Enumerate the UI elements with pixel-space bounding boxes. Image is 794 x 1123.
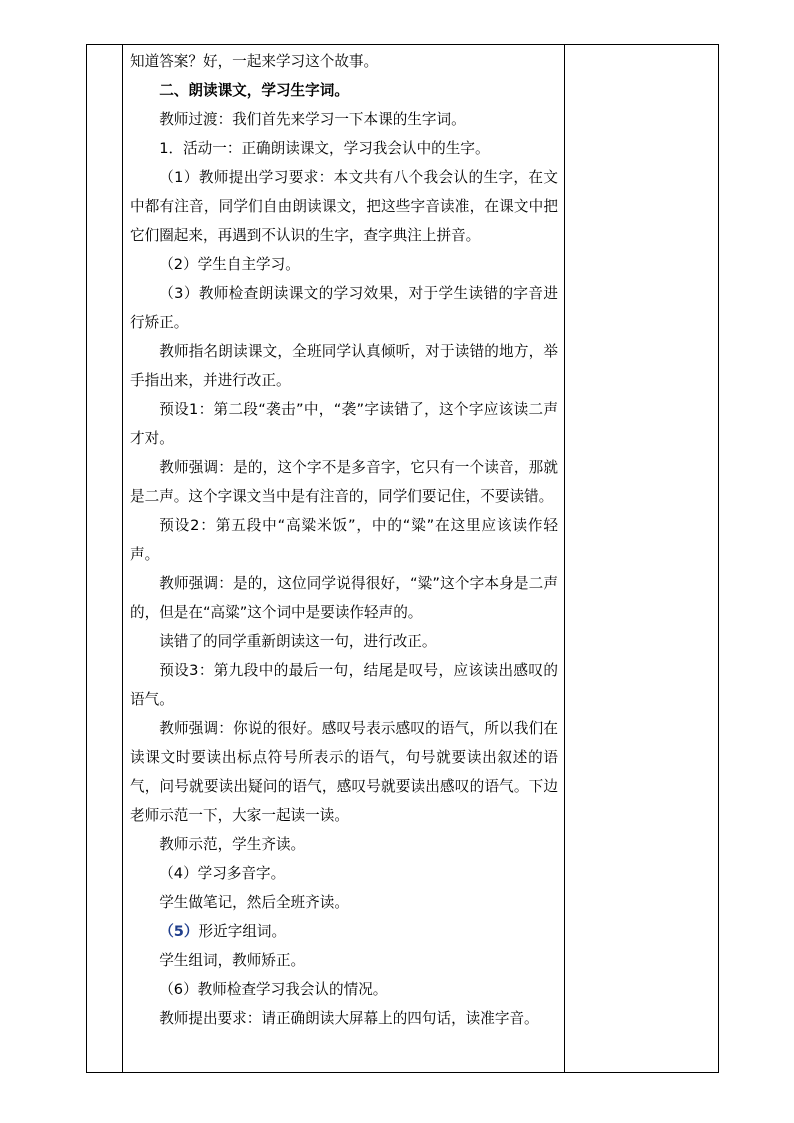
paragraph: 教师指名朗读课文，全班同学认真倾听，对于读错的地方，举手指出来，并进行改正。 xyxy=(130,343,558,389)
paragraph: 教师提出要求：请正确朗读大屏幕上的四句话，读准字音。 xyxy=(159,1010,539,1027)
left-margin-cell xyxy=(87,45,123,1073)
paragraph: 预设2：第五段中“高粱米饭”，中的“粱”在这里应该读作轻声。 xyxy=(130,517,558,563)
paragraph: （6）教师检查学习我会认的情况。 xyxy=(159,981,388,998)
content-cell xyxy=(123,45,565,1073)
section-heading: 二、朗读课文，学习生字词。 xyxy=(159,82,349,99)
table-row xyxy=(87,45,719,1073)
lesson-content xyxy=(123,45,564,1033)
item-5-number: （5） xyxy=(159,923,199,940)
paragraph: （2）学生自主学习。 xyxy=(159,256,300,273)
paragraph: （1）教师提出学习要求：本文共有八个我会认的生字，在文中都有注音，同学们自由朗读课文，把这些字音读准，在课文中把它们圈起来，再遇到不认识的生字，查字典注上拼音。 xyxy=(130,169,558,244)
paragraph: 知道答案？好，一起来学习这个故事。 xyxy=(130,53,379,70)
item-5-text: 形近字组词。 xyxy=(198,923,287,940)
paragraph: 教师过渡：我们首先来学习一下本课的生字词。 xyxy=(159,111,466,128)
notes-cell xyxy=(565,45,719,1073)
paragraph: 教师强调：是的，这位同学说得很好，“粱”这个字本身是二声的，但是在“高粱”这个词中是要读作轻声的。 xyxy=(130,575,558,621)
paragraph: 教师强调：是的，这个字不是多音字，它只有一个读音，那就是二声。这个字课文当中是有注音的，同学们要记住，不要读错。 xyxy=(130,459,558,505)
paragraph: 学生做笔记，然后全班齐读。 xyxy=(159,894,349,911)
paragraph: 预设1：第二段“袭击”中，“袭”字读错了，这个字应该读二声才对。 xyxy=(130,401,558,447)
paragraph: 读错了的同学重新朗读这一句，进行改正。 xyxy=(159,633,437,650)
paragraph: 学生组词，教师矫正。 xyxy=(159,952,306,969)
paragraph-item-5 xyxy=(130,917,558,946)
paragraph: （3）教师检查朗读课文的学习效果，对于学生读错的字音进行矫正。 xyxy=(130,285,558,331)
paragraph: 教师示范，学生齐读。 xyxy=(159,836,306,853)
paragraph: （4）学习多音字。 xyxy=(159,865,286,882)
paragraph: 教师强调：你说的很好。感叹号表示感叹的语气，所以我们在读课文时要读出标点符号所表示的语气，句号就要读出叙述的语气，问号就要读出疑问的语气，感叹号就要读出感叹的语气。下边老师示范一下，大家一起读一读。 xyxy=(130,720,558,824)
lesson-plan-table xyxy=(86,44,719,1073)
paragraph: 预设3：第九段中的最后一句，结尾是叹号，应该读出感叹的语气。 xyxy=(130,662,558,708)
paragraph: 1．活动一：正确朗读课文，学习我会认中的生字。 xyxy=(159,140,490,157)
